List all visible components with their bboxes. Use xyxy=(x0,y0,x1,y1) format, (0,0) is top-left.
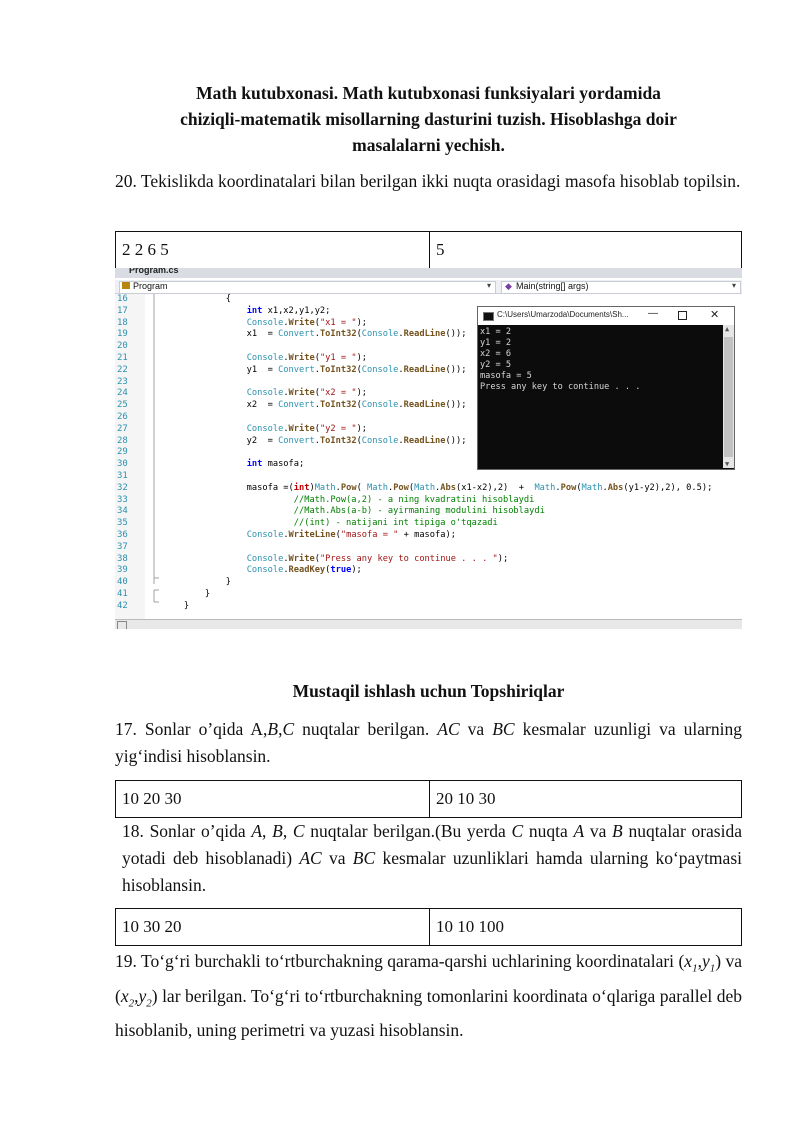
code-line: Console.ReadKey(true); xyxy=(246,565,362,576)
input-cell: 10 30 20 xyxy=(116,909,430,946)
code-line: int masofa; xyxy=(246,459,305,470)
console-line: x1 = 2 xyxy=(480,327,512,337)
outline-lines xyxy=(149,294,159,619)
line-number: 16 xyxy=(117,294,128,304)
console-line: Press any key to continue . . . xyxy=(480,382,641,393)
line-number: 37 xyxy=(117,541,128,552)
console-title: C:\Users\Umarzoda\Documents\Sh... xyxy=(497,310,629,319)
line-number: 42 xyxy=(117,600,128,611)
code-line: x1 = Convert.ToInt32(Console.ReadLine()); xyxy=(163,329,467,340)
input-cell: 10 20 30 xyxy=(116,781,430,818)
task-18-table xyxy=(115,908,742,946)
page-title xyxy=(115,80,742,158)
scroll-up-icon[interactable]: ▲ xyxy=(725,325,730,333)
task-17-text: 17. Sonlar o’qida A,B,C nuqtalar berilgan. AC va BC kesmalar uzunligi va ularning yig‘indisi hisoblansin. xyxy=(115,719,742,766)
output-cell: 10 10 100 xyxy=(430,909,742,946)
editor-tab xyxy=(115,268,742,278)
class-icon xyxy=(122,281,130,291)
console-line: y2 = 5 xyxy=(480,360,512,371)
line-number: 20 xyxy=(117,341,128,352)
task-20-text: 20. Tekislikda koordinatalari bilan berilgan ikki nuqta orasidagi masofa hisoblab topilsin. xyxy=(115,171,741,191)
input-cell: 2 2 6 5 xyxy=(116,232,430,269)
code-line: } xyxy=(163,588,211,599)
line-number: 40 xyxy=(117,577,128,588)
editor-status-bar xyxy=(115,619,742,629)
code-line: y2 = Convert.ToInt32(Console.ReadLine()); xyxy=(163,435,467,446)
code-line: } xyxy=(163,600,190,611)
scroll-down-icon[interactable]: ▼ xyxy=(725,460,730,468)
table-row xyxy=(116,232,742,269)
navigation-bar xyxy=(115,280,742,294)
maximize-button[interactable] xyxy=(678,311,687,320)
output-cell: 20 10 30 xyxy=(430,781,742,818)
code-line: Console.Write("y2 = "); xyxy=(246,423,368,434)
task-18-text: 18. Sonlar o’qida A, B, C nuqtalar berilgan.(Bu yerda C nuqta A va B nuqtalar orasida yotadi deb hisoblanadi) AC va BC kesmalar uzunliklari hamda ularning ko‘paytmasi hisoblansin. xyxy=(122,821,742,895)
table-row xyxy=(116,781,742,818)
title-line-1: Math kutubxonasi. Math kutubxonasi funksiyalari yordamida xyxy=(196,83,661,103)
console-icon xyxy=(483,312,494,321)
line-number: 26 xyxy=(117,411,128,422)
task-17-table xyxy=(115,780,742,818)
line-number: 38 xyxy=(117,553,128,564)
line-number: 19 xyxy=(117,329,128,340)
line-number: 41 xyxy=(117,588,128,599)
line-number: 32 xyxy=(117,482,128,493)
title-line-2: chiziqli-matematik misollarning dasturini tuzish. Hisoblashga doir xyxy=(180,109,677,129)
line-number: 23 xyxy=(117,376,128,387)
minimize-button[interactable]: — xyxy=(648,308,658,319)
line-number: 18 xyxy=(117,317,128,328)
code-line: { xyxy=(163,294,231,304)
line-number: 29 xyxy=(117,447,128,458)
code-line: Console.Write("x1 = "); xyxy=(246,317,368,328)
chevron-down-icon: ▾ xyxy=(486,281,491,290)
code-line: //Math.Abs(a-b) - ayirmaning modulini hisoblaydi xyxy=(163,506,545,517)
task-20-table xyxy=(115,231,742,269)
code-line: masofa =(int)Math.Pow( Math.Pow(Math.Abs(x1-x2),2) + Math.Pow(Math.Abs(y1-y2),2), 0.5); xyxy=(163,482,713,493)
line-number: 31 xyxy=(117,470,128,481)
line-number: 22 xyxy=(117,364,128,375)
code-line: y1 = Convert.ToInt32(Console.ReadLine()); xyxy=(163,364,467,375)
code-line: x2 = Convert.ToInt32(Console.ReadLine()); xyxy=(163,400,467,411)
line-number: 17 xyxy=(117,305,128,316)
method-dropdown xyxy=(501,281,741,294)
line-number: 39 xyxy=(117,565,128,576)
code-line: int x1,x2,y1,y2; xyxy=(246,305,331,316)
scrollbar-thumb[interactable] xyxy=(724,337,733,457)
console-window xyxy=(477,306,735,470)
line-number: 24 xyxy=(117,388,128,399)
code-line: //Math.Pow(a,2) - a ning kvadratini hisoblaydi xyxy=(163,494,535,505)
method-icon: ◆ xyxy=(505,281,512,291)
chevron-down-icon: ▾ xyxy=(731,281,736,290)
output-cell: 5 xyxy=(430,232,742,269)
code-line xyxy=(163,471,733,483)
console-scrollbar[interactable] xyxy=(723,325,734,468)
ide-screenshot xyxy=(115,268,742,629)
code-line: Console.Write("Press any key to continue . . . "); xyxy=(246,553,509,564)
line-number: 33 xyxy=(117,494,128,505)
console-line: y1 = 2 xyxy=(480,338,512,349)
title-line-3: masalalarni yechish. xyxy=(352,135,505,155)
zoom-icon xyxy=(117,621,127,629)
console-output xyxy=(480,327,720,394)
console-title-bar xyxy=(478,307,734,325)
method-dropdown-label: Main(string[] args) xyxy=(516,281,589,291)
line-number: 30 xyxy=(117,459,128,470)
code-line: Console.Write("y1 = "); xyxy=(246,352,368,363)
code-line: //(int) - natijani int tipiga o'tqazadi xyxy=(163,518,498,529)
class-dropdown xyxy=(119,281,496,294)
line-number: 27 xyxy=(117,423,128,434)
close-button[interactable]: ✕ xyxy=(710,309,720,321)
code-line: Console.WriteLine("masofa = " + masofa); xyxy=(246,529,456,540)
console-line: x2 = 6 xyxy=(480,349,512,360)
line-number: 35 xyxy=(117,518,128,529)
editor-tab-label: Program.cs xyxy=(129,268,179,275)
line-number: 34 xyxy=(117,506,128,517)
line-number: 36 xyxy=(117,529,128,540)
task-19-text: 19. To‘g‘ri burchakli to‘rtburchakning qarama-qarshi uchlarining koordinatalari $(x_1,y_1)$ va $(x_2,y_2)$ lar berilgan. To‘g‘ri to‘rtburchakning tomonlarini koordinata o‘qlariga parallel deb hisoblanib, uning perimetri va yuzasi hisoblansin. xyxy=(115,951,742,1040)
line-number: 28 xyxy=(117,435,128,446)
line-number: 25 xyxy=(117,400,128,411)
line-numbers xyxy=(117,294,143,613)
code-line xyxy=(163,542,733,554)
code-line: } xyxy=(163,577,231,588)
class-dropdown-label: Program xyxy=(133,281,168,291)
section-subtitle: Mustaqil ishlash uchun Topshiriqlar xyxy=(292,681,565,701)
code-line: Console.Write("x2 = "); xyxy=(246,388,368,399)
line-number: 21 xyxy=(117,352,128,363)
console-line: masofa = 5 xyxy=(480,371,532,382)
table-row xyxy=(116,909,742,946)
